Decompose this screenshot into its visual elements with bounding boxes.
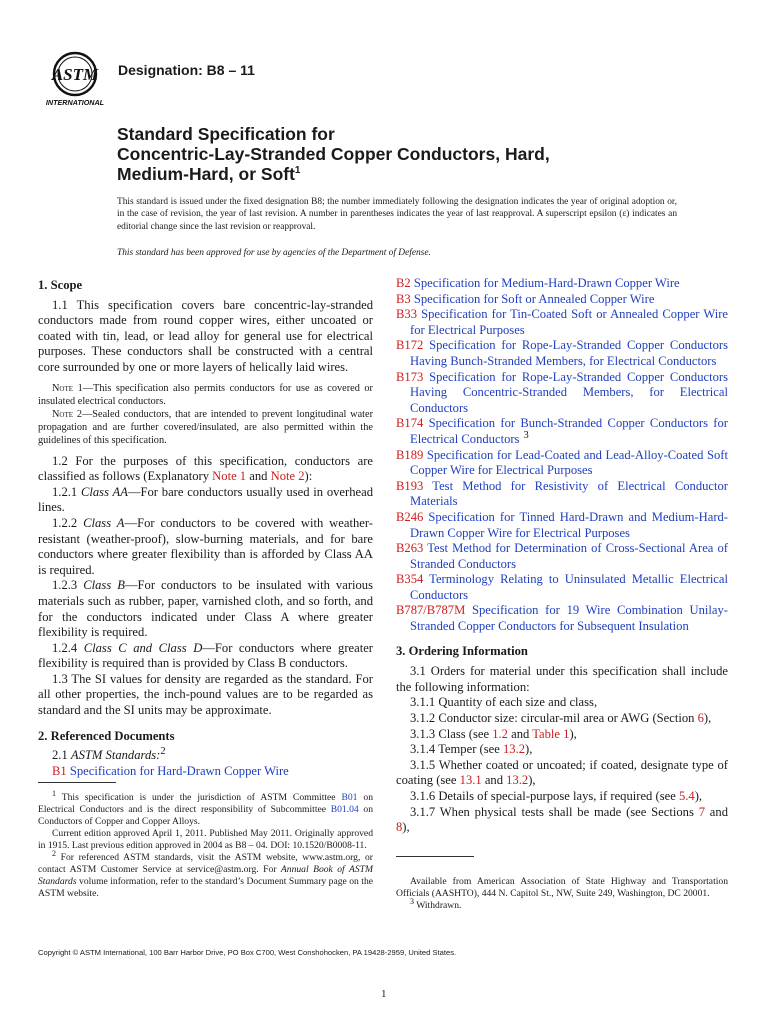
astm-standards-label: ASTM Standards:: [70, 748, 161, 763]
para-1-2-2-num: 1.2.2: [52, 515, 84, 530]
subcommittee-b01-04-link[interactable]: B01.04: [330, 804, 359, 815]
ref-item: [396, 276, 728, 292]
footnote-1-text-c: on Conductors of Copper and Copper Alloys.: [38, 804, 373, 827]
footnote-3-text: Withdrawn.: [414, 900, 462, 911]
para-1-2-4-text: —For conductors where greater flexibility is required than is provided by Class B conductors.: [38, 640, 373, 671]
ref-title[interactable]: Specification for Rope-Lay-Stranded Copper Conductors Having Concentric-Stranded Members, for Electrical Conductors: [410, 369, 728, 415]
ref-code[interactable]: B263: [396, 541, 424, 556]
para-1-2-1-num: 1.2.1: [52, 484, 81, 499]
para-1-2-2: [38, 516, 373, 578]
class-aa-label: Class AA: [80, 484, 128, 499]
ref-item: [396, 603, 728, 634]
para-1-1: 1.1 This specification covers bare concentric-lay-stranded conductors made from round copper wires, either uncoated or coated with tin, lead, or lead alloy for general use for electrical purposes. These conductors shall be constructed with a central core surrounded by one or more layers of helically laid wires.: [38, 297, 373, 374]
ref-footnote-mark: 3: [523, 429, 529, 441]
right-column: [396, 276, 728, 836]
para-3-1-5-and: and: [481, 773, 507, 788]
astm-logo-icon: [38, 50, 112, 108]
para-3-1-4-text: 3.1.4 Temper (see: [410, 742, 503, 757]
ref-title[interactable]: Test Method for Resistivity of Electrical Conductor Materials: [410, 478, 728, 509]
ref-item: [396, 307, 728, 338]
para-3-1-6: [396, 789, 728, 805]
footnote-2-mark: 2: [52, 848, 56, 858]
ref-title[interactable]: Specification for Bunch-Stranded Copper Conductors for Electrical Conductors: [410, 416, 728, 446]
ref-item: [396, 338, 728, 369]
ref-code[interactable]: B354: [396, 572, 424, 587]
footnote-3: [396, 896, 728, 912]
para-3-1-3-and: and: [507, 726, 533, 741]
footnotes-right: [396, 876, 728, 912]
class-c-d-label: Class C and Class D: [83, 640, 203, 655]
note-2: [38, 408, 373, 448]
footnote-1-mark: 1: [52, 788, 56, 798]
ref-title[interactable]: Specification for Tin-Coated Soft or Annealed Copper Wire for Electrical Purposes: [410, 307, 728, 337]
footnote-aashto: Available from American Association of State Highway and Transportation Officials (AASHTO), 444 N. Capitol St., NW, Suite 249, Washington, DC 20001.: [396, 876, 728, 899]
ref-code[interactable]: B189: [396, 447, 424, 462]
table-1-link[interactable]: Table 1: [532, 726, 570, 741]
para-3-1-1: 3.1.1 Quantity of each size and class,: [410, 695, 598, 710]
ref-item: [396, 292, 728, 308]
title-footnote-mark: 1: [294, 165, 301, 177]
para-1-2-1-text: —For bare conductors usually used in overhead lines.: [38, 484, 373, 515]
para-3-1-3: [396, 727, 728, 743]
para-1-2-3: [38, 578, 373, 640]
section-1-2-link[interactable]: 1.2: [492, 726, 508, 741]
note-1-text: 1—This specification also permits conductors for use as covered or insulated electrical conductors.: [38, 382, 373, 407]
para-3-1-2: [396, 711, 728, 727]
left-column: [38, 278, 373, 779]
note-1-link[interactable]: Note 1: [212, 469, 247, 484]
ref-code[interactable]: B193: [396, 478, 424, 493]
ref-code[interactable]: B172: [396, 338, 424, 353]
para-1-2: [38, 454, 373, 485]
para-1-2-and: and: [246, 469, 271, 484]
footnote-1-edition: Current edition approved April 1, 2011. Published May 2011. Originally approved in 1915. Last previous edition approved in 2004 as B8 – 04. DOI: 10.1520/B0008-11.: [38, 828, 373, 851]
section-13-2-link-b[interactable]: 13.2: [506, 773, 529, 788]
committee-b01-link[interactable]: B01: [341, 792, 358, 803]
section-13-1-link[interactable]: 13.1: [459, 773, 482, 788]
designation: Designation: B8 – 11: [118, 62, 255, 78]
footnote-2-text-b: volume information, refer to the standard’s Document Summary page on the ASTM website.: [38, 876, 373, 899]
ref-code[interactable]: B173: [396, 369, 424, 384]
ref-b1-title[interactable]: Specification for Hard-Drawn Copper Wire: [69, 763, 289, 778]
para-1-2-3-num: 1.2.3: [52, 578, 84, 593]
footnote-rule-right: [396, 856, 474, 857]
footnote-2-text-a: For referenced ASTM standards, visit the ASTM website, www.astm.org, or contact ASTM Customer Service at service@astm.org. For: [38, 852, 373, 875]
ref-code[interactable]: B2: [396, 276, 411, 290]
footnote-1: [38, 788, 373, 828]
footnote-1-text-a: This specification is under the jurisdiction of ASTM Committee: [56, 792, 342, 803]
footnote-rule-left: [38, 782, 116, 783]
title-line-3-text: Medium-Hard, or Soft: [117, 164, 295, 184]
ref-item: [396, 448, 728, 479]
ref-code[interactable]: B33: [396, 307, 417, 322]
para-3-1-7-end: ),: [402, 820, 410, 835]
ref-title[interactable]: Specification for Tinned Hard-Drawn and Medium-Hard-Drawn Copper Wire for Electrical Purposes: [410, 509, 728, 540]
para-1-2-4-num: 1.2.4: [52, 640, 84, 655]
footnotes-left: [38, 788, 373, 900]
section-6-link[interactable]: 6: [697, 711, 704, 726]
section-1-heading: 1. Scope: [38, 278, 83, 292]
ref-title[interactable]: Specification for Medium-Hard-Drawn Copper Wire: [413, 276, 680, 290]
para-3-1-6-end: ),: [694, 789, 703, 803]
ref-item: [396, 510, 728, 541]
para-3-1-7-and: and: [704, 804, 728, 819]
ref-code[interactable]: B3: [396, 291, 411, 306]
astm-logo: [38, 50, 112, 108]
para-1-2-text: 1.2 For the purposes of this specification, conductors are classified as follows (Explanatory: [38, 453, 373, 484]
ref-title[interactable]: Specification for Rope-Lay-Stranded Copper Conductors Having Bunch-Stranded Members, for Electrical Conductors: [410, 338, 728, 368]
section-7-link[interactable]: 7: [698, 804, 705, 819]
ref-b1: [38, 764, 373, 780]
para-3-1-5-end: ),: [528, 773, 536, 788]
approved-statement: This standard has been approved for use by agencies of the Department of Defense.: [117, 248, 431, 258]
footnote-1-text-b: on Electrical Conductors and is the direct responsibility of Subcommittee: [38, 792, 373, 815]
section-2-heading: 2. Referenced Documents: [38, 728, 175, 743]
title-line-3: [117, 164, 677, 184]
title-line-2: Concentric-Lay-Stranded Copper Conductors, Hard,: [117, 144, 550, 164]
para-3-1: 3.1 Orders for material under this specification shall include the following information:: [396, 664, 728, 694]
page-number: 1: [381, 988, 387, 1000]
ref-title[interactable]: Specification for 19 Wire Combination Unilay-Stranded Copper Conductors for Subsequent Insulation: [410, 603, 728, 634]
para-3-1-7-text: 3.1.7 When physical tests shall be made (see Sections: [410, 804, 699, 819]
para-3-1-5: [396, 758, 728, 789]
para-3-1-3-text: 3.1.3 Class (see: [410, 726, 493, 741]
class-a-label: Class A: [83, 515, 125, 530]
footnote-3-mark: 3: [410, 896, 414, 906]
document-title: [117, 124, 677, 184]
para-3-1-4: [396, 742, 728, 758]
ref-code[interactable]: B246: [396, 509, 424, 524]
ref-code[interactable]: B174: [396, 416, 424, 431]
copyright-notice: Copyright © ASTM International, 100 Barr Harbor Drive, PO Box C700, West Conshohocken, PA 19428-2959, United States.: [38, 948, 457, 957]
ref-b1-code[interactable]: B1: [52, 763, 67, 778]
title-line-1: Standard Specification for: [117, 124, 335, 144]
section-3-heading: 3. Ordering Information: [396, 643, 528, 658]
para-3-1-6-text: 3.1.6 Details of special-purpose lays, if required (see: [410, 789, 679, 803]
para-1-2-4: [38, 641, 373, 672]
para-1-2-end: ):: [304, 469, 313, 484]
para-3-1-5-text: 3.1.5 Whether coated or uncoated; if coated, designate type of coating (see: [396, 757, 728, 788]
para-1-3: 1.3 The SI values for density are regarded as the standard. For all other properties, the inch-pound values are to be regarded as standard and the SI units may be approximate.: [38, 671, 373, 718]
section-5-4-link[interactable]: 5.4: [678, 789, 695, 803]
ref-item: [396, 370, 728, 417]
note-2-text: 2—Sealed conductors, that are intended to prevent longitudinal water propagation and are further covered/insulated, are also permitted within the guidelines of this specification.: [38, 408, 373, 447]
note-2-link[interactable]: Note 2: [270, 469, 305, 484]
issued-statement: This standard is issued under the fixed designation B8; the number immediately following the designation indicates the year of original adoption or, in the case of revision, the year of last revision. A number in parentheses indicates the year of last reapproval. A superscript epsilon (ε) indicates an editorial change since the last revision or reapproval.: [117, 197, 677, 232]
ref-title[interactable]: Test Method for Determination of Cross-Sectional Area of Stranded Conductors: [410, 541, 729, 571]
para-2-1: [38, 748, 373, 764]
para-2-1-num: 2.1: [52, 748, 71, 763]
footnote-2: [38, 848, 373, 900]
para-3-1-3-end: ),: [569, 726, 577, 741]
para-1-2-2-text: —For conductors to be covered with weather-resistant (weather-proof), slow-burning materials, and for bare conductors where greater flexibility than is afforded by Class AA is required.: [38, 515, 373, 577]
ref-title[interactable]: Specification for Soft or Annealed Copper Wire: [413, 291, 655, 306]
note-1-label: Note: [52, 382, 74, 394]
logo-text: ASTM: [51, 65, 99, 84]
para-3-1-2-text: 3.1.2 Conductor size: circular-mil area or AWG (Section: [410, 711, 698, 726]
section-13-2-link[interactable]: 13.2: [502, 742, 526, 757]
para-3-1-2-end: ),: [703, 711, 712, 726]
note-1: [38, 382, 373, 408]
note-2-label: Note: [52, 408, 74, 420]
para-1-2-3-text: —For conductors to be insulated with various materials such as rubber, paper, varnished cloth, and so forth, and for the conductors indicated under Class A where greater flexibility is required.: [38, 578, 374, 640]
ref-item: [396, 479, 728, 510]
footnote-mark-2: 2: [160, 746, 166, 758]
para-3-1-7: [396, 805, 728, 836]
para-3-1-4-end: ),: [525, 742, 533, 757]
logo-subtext: INTERNATIONAL: [45, 98, 105, 107]
ref-item: [396, 572, 728, 603]
section-8-link[interactable]: 8: [396, 820, 403, 835]
ref-title[interactable]: Specification for Lead-Coated and Lead-Alloy-Coated Soft Copper Wire for Electrical Purposes: [410, 447, 728, 478]
referenced-standards-list: [396, 276, 728, 635]
ref-title[interactable]: Terminology Relating to Uninsulated Metallic Electrical Conductors: [410, 572, 728, 602]
para-1-2-1: [38, 485, 373, 516]
class-b-label: Class B: [83, 578, 125, 593]
annual-book-title: Annual Book of ASTM Standards: [38, 864, 373, 887]
ref-code[interactable]: B787/B787M: [396, 603, 466, 618]
ref-item: [396, 541, 728, 572]
ref-item: [396, 416, 728, 447]
